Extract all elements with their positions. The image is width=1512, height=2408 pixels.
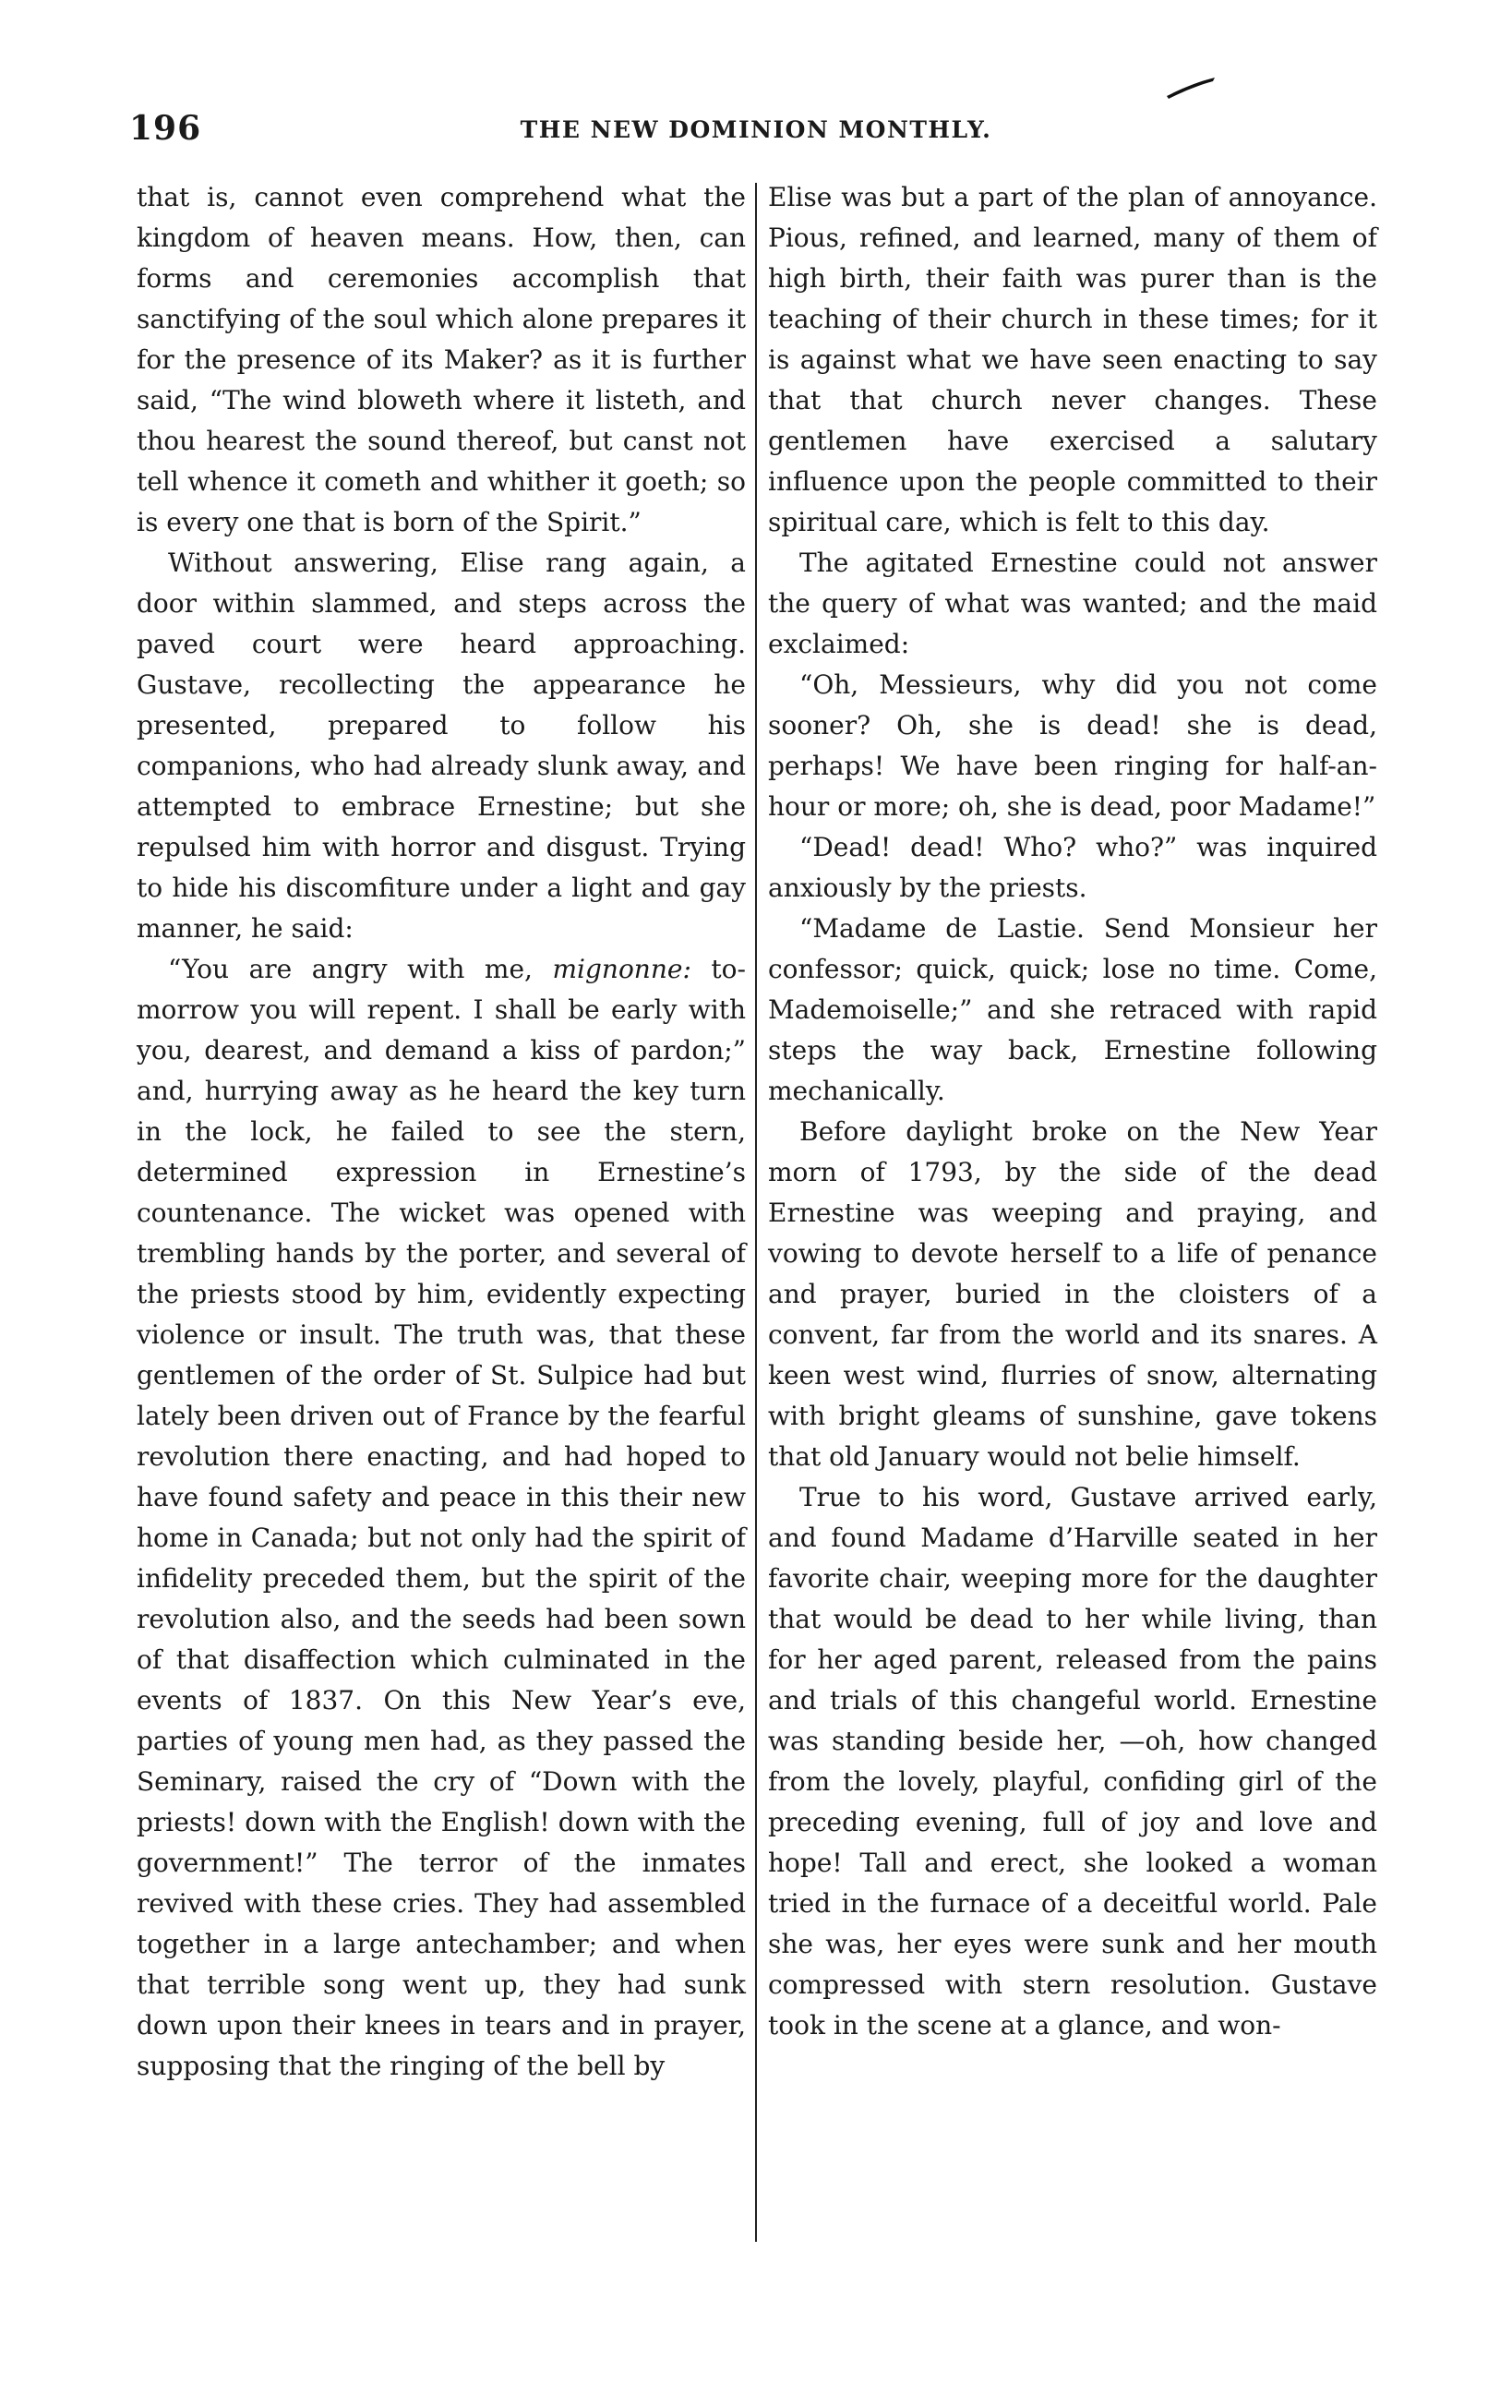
paragraph: “Madame de Lastie. Send Monsieur her confessor; quick, quick; lose no time. Come, Mademoiselle;” and she retraced with rapid steps the way back, Ernestine following mechanically. <box>768 913 1377 1106</box>
running-title: THE NEW DOMINION MONTHLY. <box>520 116 992 143</box>
pen-mark-icon <box>1165 76 1217 100</box>
paragraph: True to his word, Gustave arrived early, and found Madame d’Harville seated in her favorite chair, weeping more for the daughter that would be dead to her while living, than for her aged parent, released from the pains and trials of this changeful world. Ernestine was standing beside her, —oh, how changed from the lovely, playful, confiding girl of the preceding evening, full of joy and love and hope! Tall and erect, she looked a woman tried in the furnace of a deceitful world. Pale she was, her eyes were sunk and her mouth compressed with stern resolution. Gustave took in the scene at a glance, and won- <box>768 1482 1377 2041</box>
paragraph: “Dead! dead! Who? who?” was inquired anxiously by the priests. <box>768 832 1377 903</box>
paragraph: Without answering, Elise rang again, a door within slammed, and steps across the paved court were heard approaching. Gustave, recollecting the appearance he presented, prepared to follow his companions, who had already slunk away, and attempted to embrace Ernestine; but she repulsed him with horror and disgust. Trying to hide his discomfiture under a light and gay manner, he said: <box>137 548 746 944</box>
right-column <box>768 177 1377 2046</box>
left-column <box>137 177 746 2087</box>
column-divider <box>755 183 757 2242</box>
paragraph: Before daylight broke on the New Year morn of 1793, by the side of the dead Ernestine was weeping and praying, and vowing to devote herself to a life of penance and prayer, buried in the cloisters of a convent, far from the world and its snares. A keen west wind, flurries of snow, alternating with bright gleams of sunshine, gave tokens that old January would not belie himself. <box>768 1116 1377 1472</box>
paragraph: “Oh, Messieurs, why did you not come sooner? Oh, she is dead! she is dead, perhaps! We have been ringing for half-an-hour or more; oh, she is dead, poor Madame!” <box>768 669 1377 822</box>
paragraph: The agitated Ernestine could not answer the query of what was wanted; and the maid exclaimed: <box>768 548 1377 659</box>
page-number: 196 <box>129 109 202 148</box>
italic-phrase: mignonne: <box>552 954 691 984</box>
paragraph <box>137 949 746 2087</box>
paragraph: that is, cannot even comprehend what the kingdom of heaven means. How, then, can forms and ceremonies accomplish that sanctifying of the soul which alone prepares it for the presence of its Maker? as it is further said, “The wind bloweth where it listeth, and thou hearest the sound thereof, but canst not tell whence it cometh and whither it goeth; so is every one that is born of the Spirit.” <box>137 182 746 537</box>
paragraph-text: to-morrow you will repent. I shall be early with you, dearest, and demand a kiss of pardon;” and, hurrying away as he heard the key turn in the lock, he failed to see the stern, determined expression in Ernestine’s countenance. The wicket was opened with trembling hands by the porter, and several of the priests stood by him, evidently expecting violence or insult. The truth was, that these gentlemen of the order of St. Sulpice had but lately been driven out of France by the fearful revolution there enacting, and had hoped to have found safety and peace in this their new home in Canada; but not only had the spirit of infidelity preceded them, but the spirit of the revolution also, and the seeds had been sown of that disaffection which culminated in the events of 1837. On this New Year’s eve, parties of young men had, as they passed the Seminary, raised the cry of “Down with the priests! down with the English! down with the government!” The terror of the inmates revived with these cries. They had assembled together in a large antechamber; and when that terrible song went up, they had sunk down upon their knees in tears and in prayer, supposing that the ringing of the bell by <box>137 954 746 2081</box>
paragraph: Elise was but a part of the plan of annoyance. Pious, refined, and learned, many of them of high birth, their faith was purer than is the teaching of their church in these times; for it is against what we have seen enacting to say that that church never changes. These gentlemen have exercised a salutary influence upon the people committed to their spiritual care, which is felt to this day. <box>768 182 1377 537</box>
paragraph-text: “You are angry with me, <box>168 954 533 984</box>
